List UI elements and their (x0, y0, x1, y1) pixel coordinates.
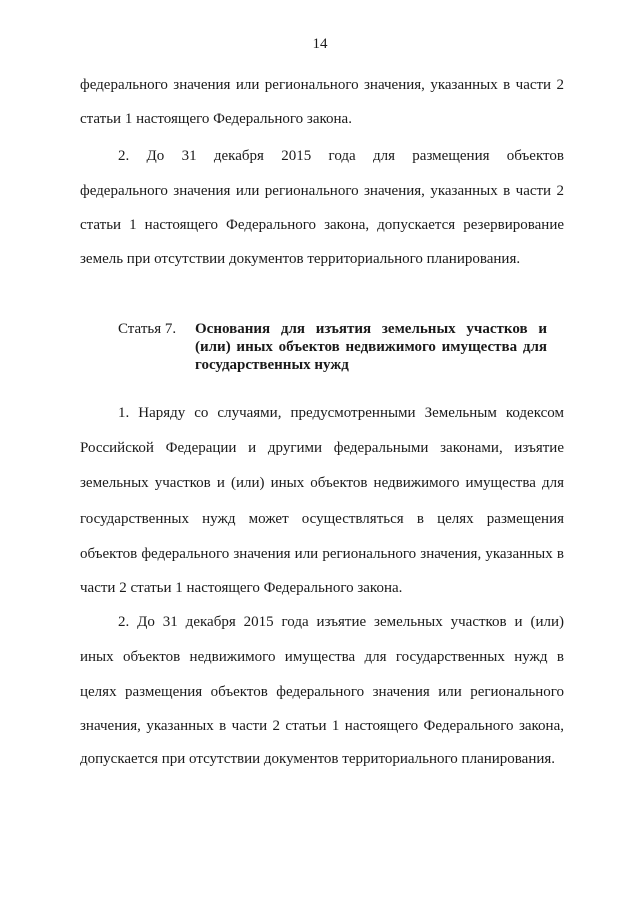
text-line: объектов федерального значения или регионального значения, указанных в (80, 546, 564, 562)
text-line: статьи 1 настоящего Федерального закона, допускается резервирование (80, 217, 564, 233)
text-line: 1. Наряду со случаями, предусмотренными Земельным кодексом (118, 405, 564, 421)
text-line: допускается при отсутствии документов территориального планирования. (80, 751, 556, 767)
article-title-line: Основания для изъятия земельных участков и (195, 321, 547, 337)
article-title-line: (или) иных объектов недвижимого имущества для (195, 339, 547, 355)
text-line: 2. До 31 декабря 2015 года для размещения объектов (118, 148, 564, 164)
text-line: иных объектов недвижимого имущества для государственных нужд в (80, 649, 564, 665)
text-line: 2. До 31 декабря 2015 года изъятие земельных участков и (или) (118, 614, 564, 630)
text-line: федерального значения или регионального значения, указанных в части 2 (80, 183, 564, 199)
text-line: федерального значения или регионального значения, указанных в части 2 (80, 77, 564, 93)
article-label: Статья 7. (118, 321, 177, 337)
text-line: части 2 статьи 1 настоящего Федерального закона. (80, 580, 403, 596)
text-line: целях размещения объектов федерального значения или регионального (80, 684, 564, 700)
article-title-line: государственных нужд (195, 357, 349, 373)
text-line: статьи 1 настоящего Федерального закона. (80, 111, 352, 127)
text-line: Российской Федерации и другими федеральными законами, изъятие (80, 440, 564, 456)
text-line: земельных участков и (или) иных объектов недвижимого имущества для (80, 475, 564, 491)
page-number: 14 (312, 36, 328, 52)
text-line: земель при отсутствии документов территориального планирования. (80, 251, 521, 267)
text-line: государственных нужд может осуществляться в целях размещения (80, 511, 564, 527)
text-line: значения, указанных в части 2 статьи 1 настоящего Федерального закона, (80, 718, 564, 734)
